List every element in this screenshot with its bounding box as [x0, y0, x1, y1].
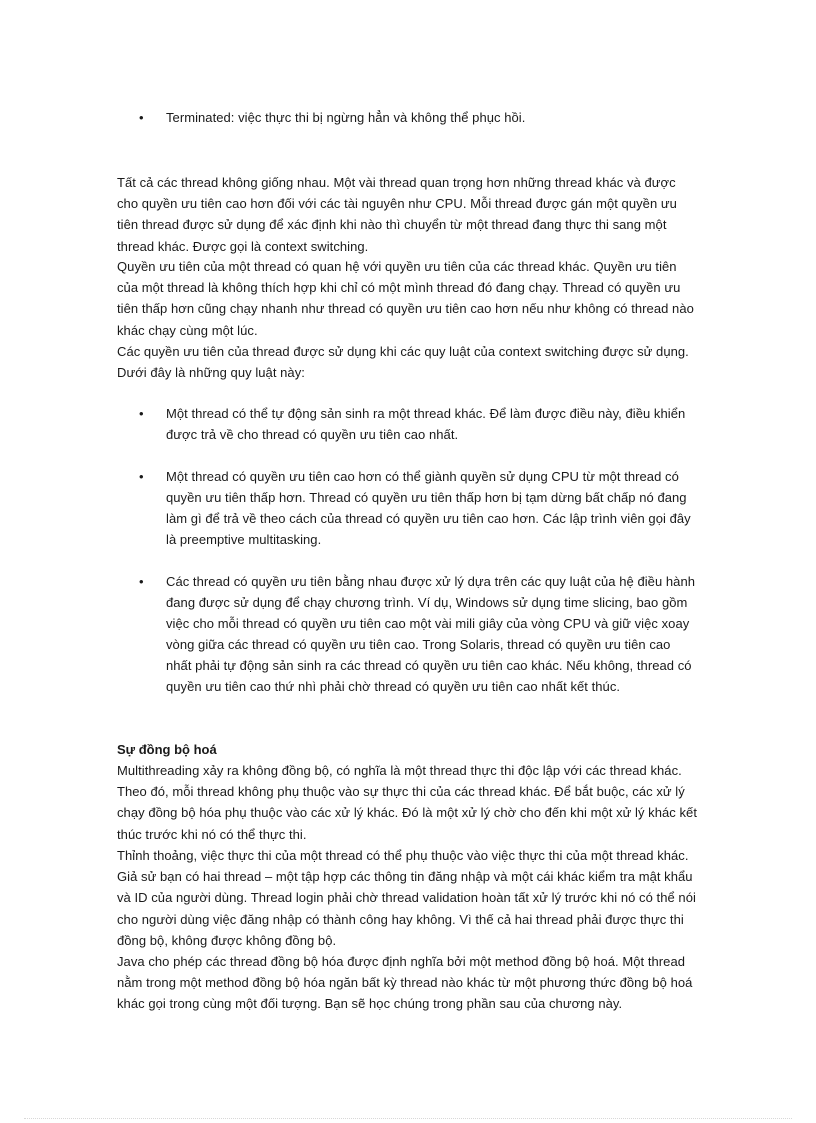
paragraph-dependency: Thỉnh thoảng, việc thực thi của một thread có thể phụ thuộc vào việc thực thi của một thread khác. Giả sử bạn có hai thread – một tập hợp các thông tin đăng nhập và một cái khác kiểm tra mật khẩu và ID của người dùng. Thread login phải chờ thread validation hoàn tất xử lý trước khi nó có thể nói cho người dùng việc đăng nhập có thành công hay không. Vì thế cả hai thread phải được thực thi đồng bộ, không được không đồng bộ. [117, 848, 696, 948]
paragraph-multithreading: Multithreading xảy ra không đồng bộ, có nghĩa là một thread thực thi độc lập với các thread khác. Theo đó, mỗi thread không phụ thuộc vào sự thực thi của các thread khác. Để bắt buộc, các xử lý chạy đồng bộ hóa phụ thuộc vào các xử lý khác. Đó là một xử lý chờ cho đến khi một xử lý khác kết thúc trước khi nó có thể thực thi. [117, 763, 697, 842]
section-heading-sync: Sự đồng bộ hoá [117, 742, 217, 757]
bullet-text-terminated: Terminated: việc thực thi bị ngừng hẳn và không thể phục hồi. [166, 110, 526, 125]
bullet-icon: • [139, 469, 144, 484]
list-item [139, 466, 699, 550]
rule-text: Các thread có quyền ưu tiên bằng nhau được xử lý dựa trên các quy luật của hệ điều hành đang được sử dụng để chạy chương trình. Ví dụ, Windows sử dụng time slicing, bao gồm việc cho mỗi thread có quyền ưu tiên cao một vài mili giây của vòng CPU và giữ việc xoay vòng giữa các thread có quyền ưu tiên cao. Trong Solaris, thread có quyền ưu tiên cao nhất phải tự động sản sinh ra các thread có quyền ưu tiên cao khác. Nếu không, thread có quyền ưu tiên cao thứ nhì phải chờ thread có quyền ưu tiên cao nhất kết thúc. [166, 574, 696, 694]
paragraph-context-switching: Các quyền ưu tiên của thread được sử dụng khi các quy luật của context switching được sử dụng. Dưới đây là những quy luật này: [117, 344, 689, 381]
bullet-icon: • [139, 574, 144, 589]
bullet-icon: • [139, 110, 144, 125]
list-item [139, 107, 699, 128]
list-item [139, 403, 699, 445]
rule-text: Một thread có thể tự động sản sinh ra một thread khác. Để làm được điều này, điều khiển được trả về cho thread có quyền ưu tiên cao nhất. [166, 406, 686, 442]
paragraph-thread-priority: Tất cả các thread không giống nhau. Một vài thread quan trọng hơn những thread khác và được cho quyền ưu tiên cao hơn đối với các tài nguyên như CPU. Mỗi thread được gán một quyền ưu tiên thread được sử dụng để xác định khi nào thì chuyển từ một thread đang thực thi sang một thread khác. Được gọi là context switching. [117, 175, 677, 254]
page-bottom-divider [24, 1118, 792, 1119]
rule-text: Một thread có quyền ưu tiên cao hơn có thể giành quyền sử dụng CPU từ một thread có quyền ưu tiên thấp hơn. Thread có quyền ưu tiên thấp hơn bị tạm dừng bất chấp nó đang làm gì để trả về theo cách của thread có quyền ưu tiên cao hơn. Các lập trình viên gọi đây là preemptive multitasking. [166, 469, 691, 547]
paragraph-java-sync: Java cho phép các thread đồng bộ hóa được định nghĩa bởi một method đồng bộ hoá. Một thread nằm trong một method đồng bộ hóa ngăn bất kỳ thread nào khác từ một phương thức đồng bộ hoá khác gọi trong cùng một đối tượng. Bạn sẽ học chúng trong phần sau của chương này. [117, 954, 693, 1012]
paragraph-priority-relation: Quyền ưu tiên của một thread có quan hệ với quyền ưu tiên của các thread khác. Quyền ưu tiên của một thread là không thích hợp khi chỉ có một mình thread đó đang chạy. Thread có quyền ưu tiên thấp hơn cũng chạy nhanh như thread có quyền ưu tiên cao hơn nếu như không có thread nào khác chạy cùng một lúc. [117, 259, 694, 338]
bullet-icon: • [139, 406, 144, 421]
list-item [139, 571, 699, 697]
